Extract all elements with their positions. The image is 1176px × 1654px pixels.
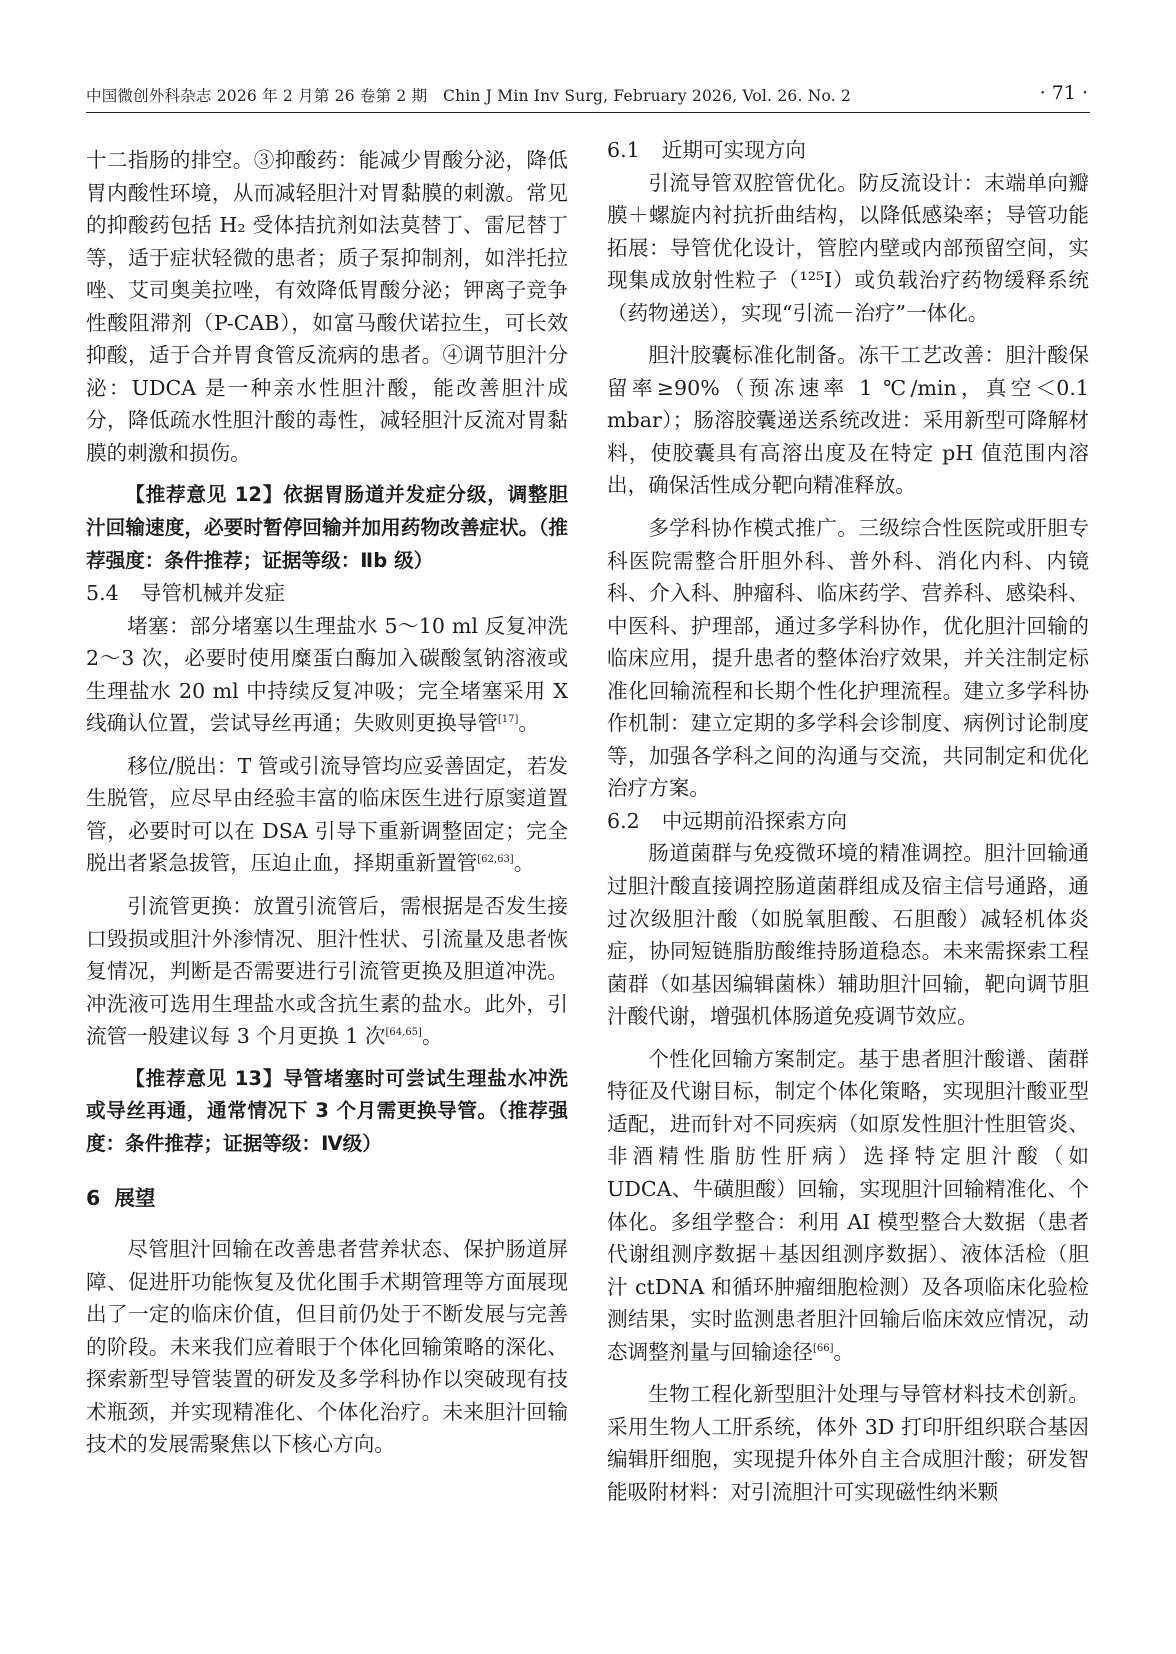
citation: [64,65] [385,1027,422,1039]
paragraph-blockage: 堵塞：部分堵塞以生理盐水 5～10 ml 反复冲洗 2～3 次，必要时使用糜蛋白酶加入碳酸氢钠溶液或生理盐水 20 ml 中持续反复冲吸；完全堵塞采用 X 线确认位置，尝试导丝再通；失败则更换导管[17]。 [86,613,568,736]
section-title: 中远期前沿探索方向 [661,808,848,833]
page-number: · 71 · [1039,82,1088,104]
paragraph-outlook: 尽管胆汁回输在改善患者营养状态、保护肠道屏障、促进肝功能恢复及优化围手术期管理等方面展现出了一定的临床价值，但目前仍处于不断发展与完善的阶段。未来我们应着眼于个体化回输策略的深化、探索新型导管装置的研发及多学科协作以突破现有技术瓶颈，并实现精准化、个体化治疗。未来胆汁回输技术的发展需聚焦以下核心方向。 [86,1236,568,1457]
header-rule [86,112,1090,113]
paragraph-tube-change: 引流管更换：放置引流管后，需根据是否发生接口毁损或胆汁外渗情况、胆汁性状、引流量及患者恢复情况，判断是否需要进行引流管更换及胆道冲洗。冲洗液可选用生理盐水或含抗生素的盐水。此外，引流管一般建议每 3 个月更换 1 次[64,65]。 [86,894,568,1049]
paragraph-personalized: 个性化回输方案制定。基于患者胆汁酸谱、菌群特征及代谢目标，制定个体化策略，实现胆汁酸亚型适配，进而针对不同疾病（如原发性胆汁性胆管炎、非酒精性脂肪性肝病）选择特定胆汁酸（如 UDCA、牛磺胆酸）回输，实现胆汁回输精准化、个体化。多组学整合：利用 AI 模型整合大数据（患者代谢组测序数据＋基因组测序数据）、液体活检（胆汁 ctDNA 和循环肿瘤细胞检测）及各项临床化验检测结果，实时监测患者胆汁回输后临床效应情况，动态调整剂量与回输途径[66]。 [607,1046,1089,1364]
paragraph-text: 移位/脱出：T 管或引流导管均应妥善固定，若发生脱管，应尽早由经验丰富的临床医生进行原窦道置管，必要时可以在 DSA 引导下重新调整固定；完全脱出者紧急拔管，压迫止血，择期重新置管 [86,753,568,876]
paragraph-acid-drugs: 十二指肠的排空。③抑酸药：能减少胃酸分泌，降低胃内酸性环境，从而减轻胆汁对胃黏膜的刺激。常见的抑酸药包括 H₂ 受体拮抗剂如法莫替丁、雷尼替丁等，适于症状轻微的患者；质子泵抑制剂，如泮托拉唑、艾司奥美拉唑，有效降低胃酸分泌；钾离子竞争性酸阻滞剂（P-CAB），如富马酸伏诺拉生，可长效抑酸，适于合并胃食管反流病的患者。④调节胆汁分泌：UDCA 是一种亲水性胆汁酸，能改善胆汁成分，降低疏水性胆汁酸的毒性，减轻胆汁反流对胃黏膜的刺激和损伤。 [86,148,568,465]
section-5-4-heading [86,577,568,610]
paragraph-text: 堵塞：部分堵塞以生理盐水 5～10 ml 反复冲洗 2～3 次，必要时使用糜蛋白酶加入碳酸氢钠溶液或生理盐水 20 ml 中持续反复冲吸；完全堵塞采用 X 线确认位置，尝试导丝再通；失败则更换导管 [86,613,568,736]
paragraph-bile-capsule: 胆汁胶囊标准化制备。冻干工艺改善：胆汁酸保留率≥90%（预冻速率 1 ℃/min，真空＜0.1 mbar）；肠溶胶囊递送系统改进：采用新型可降解材料，使胶囊具有高溶出度及在特定 pH 值范围内溶出，确保活性成分靶向精准释放。 [607,343,1089,498]
section-title: 导管机械并发症 [140,581,285,606]
citation: [17] [497,714,519,726]
recommendation-13: 【推荐意见 13】导管堵塞时可尝试生理盐水冲洗或导丝再通，通常情况下 3 个月需更换导管。（推荐强度：条件推荐；证据等级：Ⅳ级） [86,1066,568,1155]
section-6-1-heading [607,134,1089,167]
section-6-2-heading [607,805,1089,838]
section-6-heading [86,1182,568,1215]
section-number: 5.4 [86,581,119,606]
section-title: 展望 [114,1186,156,1211]
citation: [66] [812,1342,834,1354]
recommendation-12: 【推荐意见 12】依据胃肠道并发症分级，调整胆汁回输速度，必要时暂停回输并加用药物改善症状。（推荐强度：条件推荐；证据等级：Ⅱb 级） [86,483,568,572]
journal-citation: 中国微创外科杂志 2026 年 2 月第 26 卷第 2 期 Chin J Min Inv Surg, February 2026, Vol. 26. No. 2 [86,87,852,105]
paragraph-displacement: 移位/脱出：T 管或引流导管均应妥善固定，若发生脱管，应尽早由经验丰富的临床医生进行原窦道置管，必要时可以在 DSA 引导下重新调整固定；完全脱出者紧急拔管，压迫止血，择期重新置管[62,63]。 [86,753,568,876]
section-number: 6.2 [607,808,640,833]
paragraph-text: 引流管更换：放置引流管后，需根据是否发生接口毁损或胆汁外渗情况、胆汁性状、引流量及患者恢复情况，判断是否需要进行引流管更换及胆道冲洗。冲洗液可选用生理盐水或含抗生素的盐水。此外，引流管一般建议每 3 个月更换 1 次 [86,894,568,1049]
right-column [607,134,1089,1508]
section-number: 6.1 [607,138,640,162]
paragraph-microbiota: 肠道菌群与免疫微环境的精准调控。胆汁回输通过胆汁酸直接调控肠道菌群组成及宿主信号通路，通过次级胆汁酸（如脱氧胆酸、石胆酸）减轻机体炎症，协同短链脂肪酸维持肠道稳态。未来需探索工程菌群（如基因编辑菌株）辅助胆汁回输，靶向调节胆汁酸代谢，增强机体肠道免疫调节效应。 [607,841,1089,1029]
citation: [62,63] [477,854,514,866]
paragraph-text: 个性化回输方案制定。基于患者胆汁酸谱、菌群特征及代谢目标，制定个体化策略，实现胆汁酸亚型适配，进而针对不同疾病（如原发性胆汁性胆管炎、非酒精性脂肪性肝病）选择特定胆汁酸（如 UDCA、牛磺胆酸）回输，实现胆汁回输精准化、个体化。多组学整合：利用 AI 模型整合大数据（患者代谢组测序数据＋基因组测序数据）、液体活检（胆汁 ctDNA 和循环肿瘤细胞检测）及各项临床化验检测结果，实时监测患者胆汁回输后临床效应情况，动态调整剂量与回输途径 [607,1046,1089,1364]
section-number: 6 [86,1186,101,1211]
running-header [86,84,1088,110]
section-title: 近期可实现方向 [661,138,806,162]
paragraph-mdt: 多学科协作模式推广。三级综合性医院或肝胆专科医院需整合肝胆外科、普外科、消化内科、内镜科、介入科、肿瘤科、临床药学、营养科、感染科、中医科、护理部，通过多学科协作，优化胆汁回输的临床应用，提升患者的整体治疗效果，并关注制定标准化回输流程和长期个性化护理流程。建立多学科协作机制：建立定期的多学科会诊制度、病例讨论制度等，加强各学科之间的沟通与交流，共同制定和优化治疗方案。 [607,516,1089,801]
left-column [86,134,568,1461]
paragraph-bioengineering: 生物工程化新型胆汁处理与导管材料技术创新。采用生物人工肝系统，体外 3D 打印肝组织联合基因编辑肝细胞，实现提升体外自主合成胆汁酸；研发智能吸附材料：对引流胆汁可实现磁性纳米颗 [607,1382,1089,1504]
paragraph-double-lumen-tube: 引流导管双腔管优化。防反流设计：末端单向瓣膜＋螺旋内衬抗折曲结构，以降低感染率；导管功能拓展：导管优化设计，管腔内壁或内部预留空间，实现集成放射性粒子（¹²⁵I）或负载治疗药物缓释系统（药物递送），实现“引流－治疗”一体化。 [607,170,1089,325]
